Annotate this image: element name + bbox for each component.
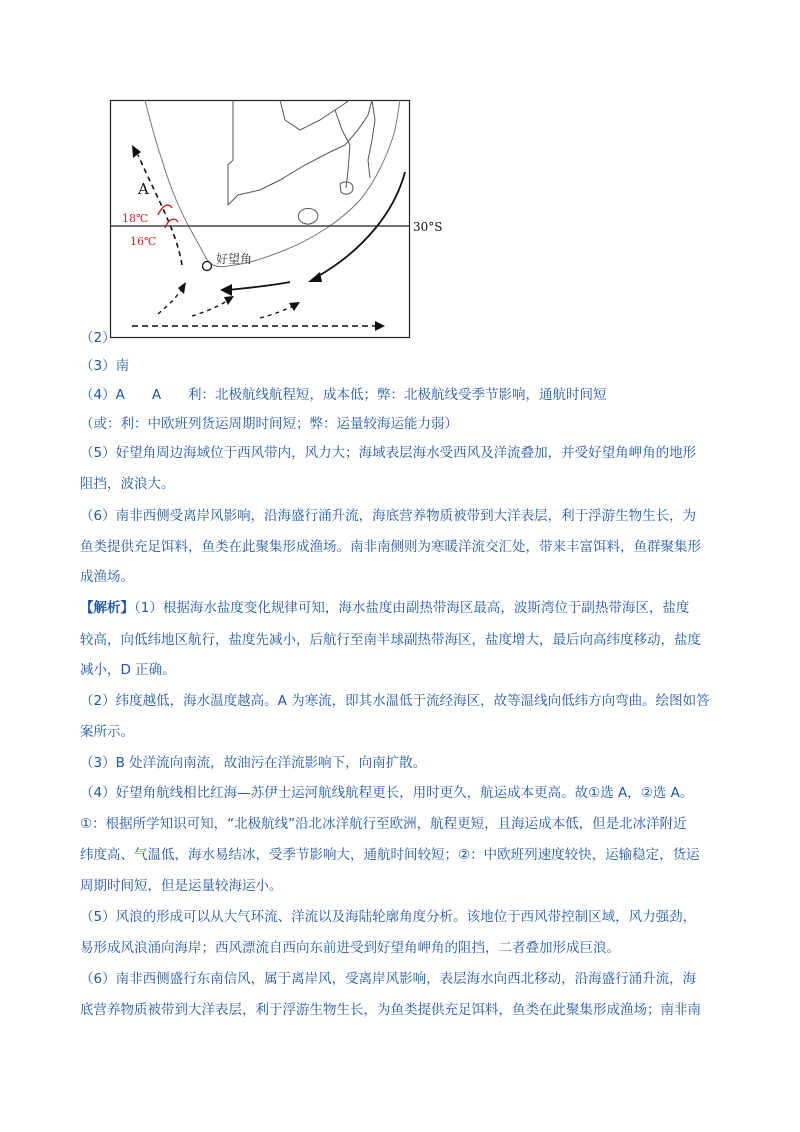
analysis-p3: （3）B 处洋流向南流，故油污在洋流影响下，向南扩散。 (80, 755, 427, 771)
label-cape: 好望角 (216, 252, 253, 266)
analysis-tag: 【解析】 (80, 600, 134, 616)
analysis-p5-line2: 易形成风浪涌向海岸；西风漂流自西向东前进受到好望角岬角的阻挡，二者叠加形成巨浪。 (80, 940, 620, 956)
analysis-p6-line2: 底营养物质被带到大洋表层，利于浮游生物生长，为鱼类提供充足饵料，鱼类在此聚集形成渔场；南非南 (80, 1002, 701, 1018)
label-a: A (138, 180, 149, 198)
analysis-p1-line1 (80, 602, 689, 616)
analysis-p4b-line1: ①：根据所学知识可知，“北极航线”沿北冰洋航行至欧洲，航程更短，且海运成本低，但是北冰洋附近 (80, 816, 687, 832)
label-16c: 16℃ (130, 235, 157, 248)
answer-6-line3: 成渔场。 (80, 569, 134, 585)
answer-2: （2） (80, 330, 116, 346)
analysis-p5-line1: （5）风浪的形成可以从大气环流、洋流以及海陆轮廓角度分析。该地位于西风带控制区域，风力强劲， (80, 909, 697, 925)
answer-4-alt: （或：利：中欧班列货运周期时间短；弊：运量较海运能力弱） (80, 416, 458, 432)
label-18c: 18℃ (122, 212, 149, 225)
southern-africa-map (110, 100, 443, 338)
answer-5-line2: 阻挡，波浪大。 (80, 476, 175, 492)
answer-4: （4）A A 利：北极航线航程短，成本低；弊：北极航线受季节影响，通航时间短 (80, 387, 607, 403)
analysis-p1-text: （1）根据海水盐度变化规律可知，海水盐度由副热带海区最高，波斯湾位于副热带海区，盐度 (134, 600, 690, 616)
analysis-p1-line3: 减小，D 正确。 (80, 662, 176, 678)
analysis-p4b-line3: 周期时间短，但是运量较海运小。 (80, 878, 283, 894)
analysis-p4b-line2: 纬度高、气温低，海水易结冰，受季节影响大，通航时间较短；②：中欧班列速度较快，运输稳定，货运 (80, 847, 700, 863)
analysis-p4: （4）好望角航线相比红海—苏伊士运河航线航程更长，用时更久，航运成本更高。故①选 A，②选 A。 (80, 785, 694, 801)
analysis-p6-line1: （6）南非西侧盛行东南信风，属于离岸风，受离岸风影响，表层海水向西北移动，沿海盛行涌升流，海 (80, 971, 697, 987)
analysis-p1-line2: 较高，向低纬地区航行，盐度先减小，后航行至南半球副热带海区，盐度增大，最后向高纬度移动，盐度 (80, 632, 701, 648)
answer-3: （3）南 (80, 358, 130, 374)
analysis-p2-line1: （2）纬度越低，海水温度越高。A 为寒流，即其水温低于流经海区，故等温线向低纬方向弯曲。绘图如答 (80, 693, 710, 709)
cape-marker (203, 262, 212, 271)
label-30s: 30°S (413, 220, 443, 234)
answer-6-line2: 鱼类提供充足饵料，鱼类在此聚集形成渔场。南非南侧则为寒暖洋流交汇处，带来丰富饵料，鱼群聚集形 (80, 539, 701, 555)
answer-5-line1: （5）好望角周边海域位于西风带内，风力大；海域表层海水受西风及洋流叠加，并受好望角岬角的地形 (80, 445, 697, 461)
analysis-p2-line2: 案所示。 (80, 724, 134, 740)
answer-6-line1: （6）南非西侧受离岸风影响，沿海盛行涌升流，海底营养物质被带到大洋表层，利于浮游生物生长，为 (80, 508, 697, 524)
